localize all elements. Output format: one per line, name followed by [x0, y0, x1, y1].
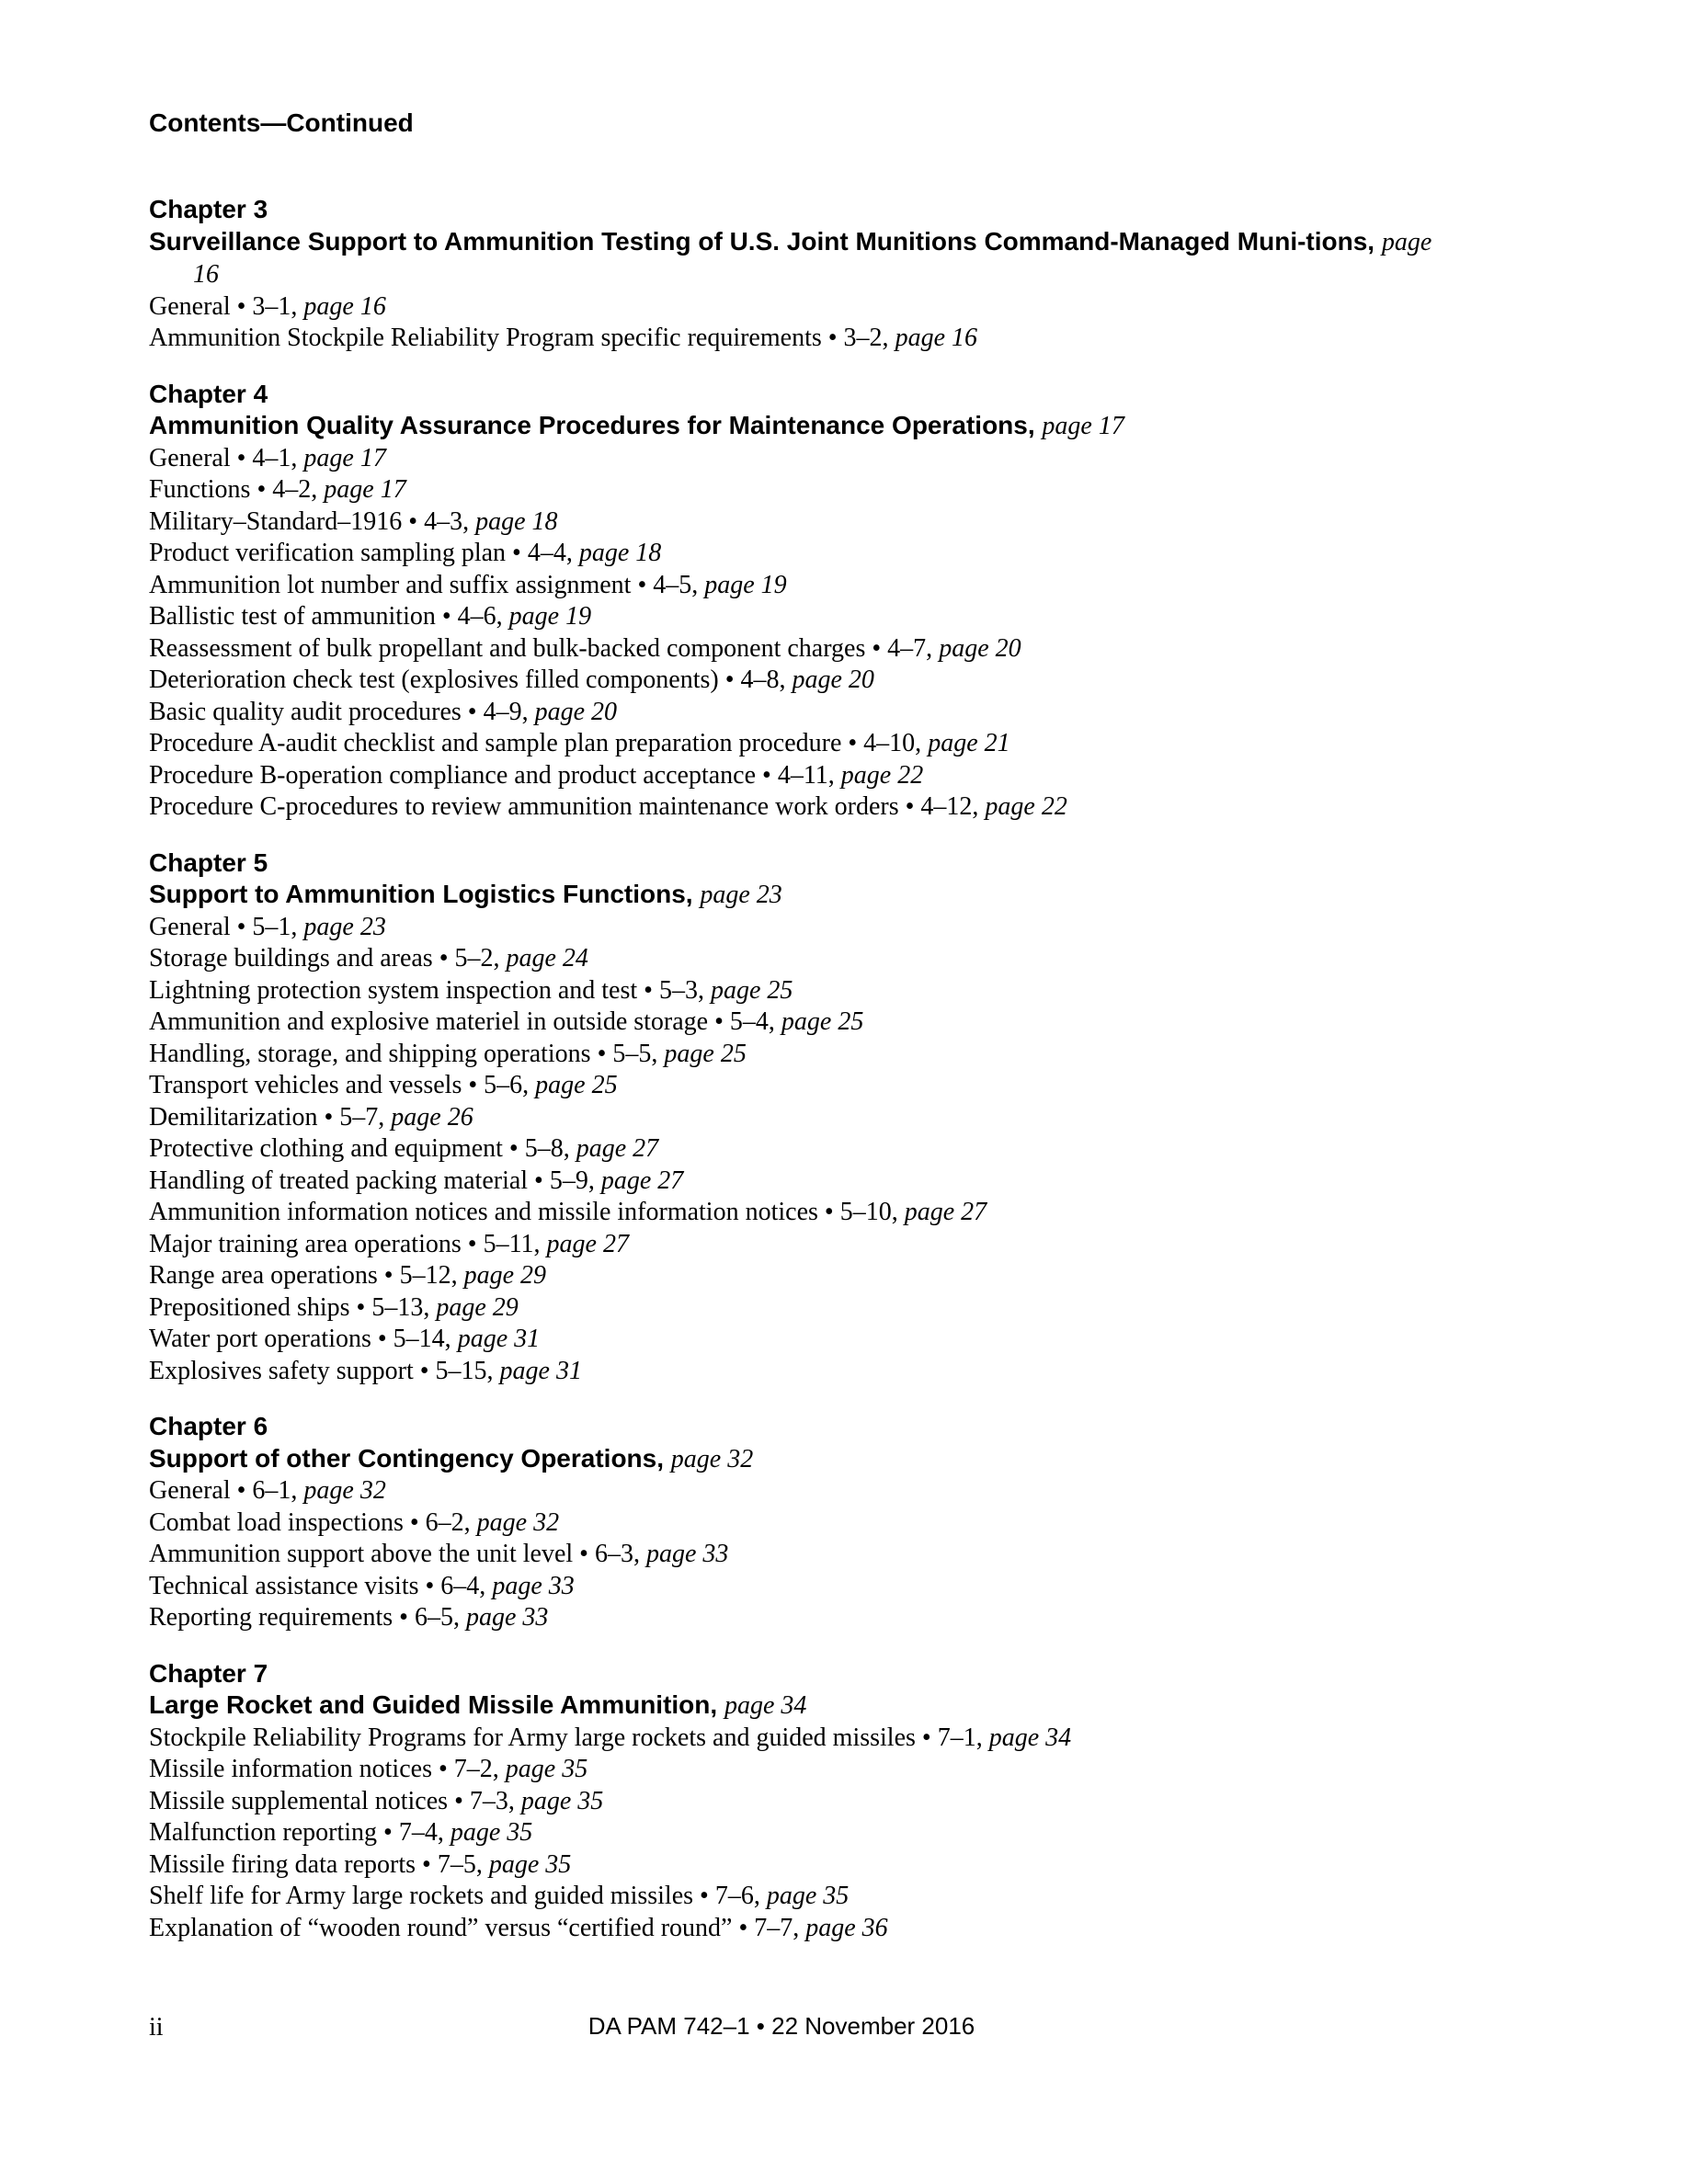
toc-entry [149, 1602, 1583, 1634]
toc-entry-text: Water port operations • 5–14, [149, 1325, 451, 1353]
toc-entry-page-ref: page 25 [781, 1007, 864, 1036]
chapter-page-ref: page 34 [724, 1691, 807, 1720]
toc-entry-page-ref: page 27 [904, 1198, 987, 1226]
toc-entry [149, 1849, 1583, 1882]
toc-entry-text: Storage buildings and areas • 5–2, [149, 944, 500, 973]
toc-entry-page-ref: page 31 [457, 1325, 541, 1353]
toc-entry-page-ref: page 34 [988, 1723, 1072, 1752]
toc-entry [149, 1260, 1583, 1292]
toc-entry-text: Procedure C-procedures to review ammunition maintenance work orders • 4–12, [149, 792, 979, 821]
toc-entry-page-ref: page 35 [505, 1755, 588, 1783]
toc-entry [149, 1571, 1583, 1603]
toc-entry-text: Procedure B-operation compliance and product acceptance • 4–11, [149, 760, 835, 790]
chapter-entries [149, 912, 1583, 1388]
toc-entry [149, 1292, 1583, 1325]
toc-entry-page-ref: page 31 [499, 1356, 582, 1385]
chapter-entries [149, 1723, 1583, 1945]
toc-entry [149, 1786, 1583, 1818]
toc-entry [149, 474, 1583, 506]
toc-entry-page-ref: page 16 [303, 291, 386, 321]
toc-entry-page-ref: page 20 [792, 665, 874, 694]
toc-entry [149, 665, 1583, 697]
toc-entry-text: Deterioration check test (explosives filled components) • 4–8, [149, 665, 786, 694]
toc-entry [149, 601, 1583, 633]
chapter-title [149, 1443, 1443, 1476]
chapter-title-text: Surveillance Support to Ammunition Testing of U.S. Joint Munitions Command-Managed Muni-tions, [149, 226, 1375, 256]
chapter-section [149, 379, 1583, 824]
chapter-entries [149, 291, 1583, 355]
toc-entry-text: Ammunition Stockpile Reliability Program specific requirements • 3–2, [149, 324, 889, 352]
toc-entry-text: General • 6–1, [149, 1476, 298, 1505]
toc-entry-text: Reassessment of bulk propellant and bulk-backed component charges • 4–7, [149, 633, 933, 663]
toc-entry-page-ref: page 25 [710, 975, 793, 1005]
chapter-page-ref: page 23 [700, 881, 782, 909]
toc-entry [149, 1723, 1583, 1755]
toc-entry-text: Demilitarization • 5–7, [149, 1102, 385, 1132]
toc-entry-text: Procedure A-audit checklist and sample plan preparation procedure • 4–10, [149, 729, 922, 757]
footer-page-number: ii [149, 2013, 164, 2042]
toc-entry [149, 1475, 1583, 1507]
toc-entry [149, 1007, 1583, 1039]
toc-entry [149, 943, 1583, 975]
toc-entry-text: Handling, storage, and shipping operations • 5–5, [149, 1039, 658, 1068]
chapter-title-text: Support of other Contingency Operations, [149, 1443, 664, 1473]
toc-entry [149, 1356, 1583, 1388]
toc-entry [149, 697, 1583, 729]
chapter-label: Chapter 5 [149, 847, 268, 877]
chapter-title [149, 1689, 1443, 1723]
toc-entry [149, 1539, 1583, 1571]
toc-entry [149, 291, 1583, 324]
toc-entry-page-ref: page 33 [645, 1540, 729, 1568]
chapter-title-text: Ammunition Quality Assurance Procedures for Maintenance Operations, [149, 411, 1035, 439]
toc-entry-page-ref: page 33 [465, 1603, 549, 1632]
toc-entry-page-ref: page 32 [303, 1476, 386, 1505]
toc-entry-page-ref: page 21 [928, 729, 1010, 757]
toc-entry-page-ref: page 35 [766, 1882, 850, 1910]
chapter-entries [149, 443, 1583, 824]
toc-entry-page-ref: page 22 [840, 760, 924, 790]
toc-entry [149, 1754, 1583, 1786]
toc-entry [149, 1133, 1583, 1166]
toc-entry-text: Major training area operations • 5–11, [149, 1229, 541, 1258]
toc-entry [149, 1324, 1583, 1356]
page-heading: Contents—Continued [149, 108, 414, 137]
toc-entry [149, 443, 1583, 475]
toc-entry-text: Basic quality audit procedures • 4–9, [149, 697, 529, 726]
chapter-section [149, 194, 1583, 355]
toc-entry-page-ref: page 20 [534, 697, 618, 726]
toc-entry [149, 975, 1583, 1007]
toc-entry-text: Stockpile Reliability Programs for Army large rockets and guided missiles • 7–1, [149, 1723, 983, 1752]
chapter-label: Chapter 6 [149, 1412, 268, 1440]
toc-entry-text: Missile firing data reports • 7–5, [149, 1849, 483, 1879]
chapter-title [149, 879, 1443, 912]
toc-entry-page-ref: page 24 [506, 944, 588, 973]
toc-entry [149, 760, 1583, 792]
chapter-entries [149, 1475, 1583, 1634]
toc-entry-text: Ammunition and explosive materiel in outside storage • 5–4, [149, 1007, 775, 1036]
toc-entry-text: Missile supplemental notices • 7–3, [149, 1786, 515, 1815]
toc-entry [149, 633, 1583, 665]
toc-entry-page-ref: page 29 [436, 1292, 519, 1322]
chapter-title [149, 226, 1443, 291]
chapter-label: Chapter 3 [149, 195, 268, 223]
toc-entry-page-ref: page 35 [488, 1849, 572, 1879]
toc-entry [149, 1817, 1583, 1849]
toc-entry [149, 912, 1583, 944]
toc-entry [149, 1507, 1583, 1540]
toc-entry-text: Malfunction reporting • 7–4, [149, 1818, 444, 1847]
toc-entry-page-ref: page 18 [578, 539, 662, 567]
toc-entry-text: Prepositioned ships • 5–13, [149, 1292, 430, 1322]
table-of-contents [149, 194, 1583, 1968]
toc-entry-text: Handling of treated packing material • 5–9, [149, 1166, 595, 1195]
toc-entry-page-ref: page 35 [450, 1818, 533, 1847]
chapter-title [149, 410, 1443, 443]
toc-entry [149, 1197, 1583, 1229]
toc-entry [149, 791, 1583, 824]
toc-entry-page-ref: page 35 [520, 1786, 604, 1815]
toc-entry-text: Explanation of “wooden round” versus “certified round” • 7–7, [149, 1913, 800, 1942]
toc-entry-text: Product verification sampling plan • 4–4, [149, 539, 573, 567]
toc-entry-text: Protective clothing and equipment • 5–8, [149, 1134, 570, 1163]
toc-entry [149, 1102, 1583, 1134]
toc-entry-page-ref: page 16 [895, 324, 977, 352]
toc-entry-text: Ammunition support above the unit level • 6–3, [149, 1540, 640, 1568]
toc-entry [149, 1229, 1583, 1261]
toc-entry-page-ref: page 22 [985, 792, 1067, 821]
toc-entry-page-ref: page 25 [535, 1071, 618, 1099]
toc-entry-text: Ammunition information notices and missile information notices • 5–10, [149, 1198, 898, 1226]
toc-entry [149, 1039, 1583, 1071]
toc-entry-text: Missile information notices • 7–2, [149, 1755, 499, 1783]
toc-entry-text: Ammunition lot number and suffix assignment • 4–5, [149, 570, 699, 599]
chapter-page-ref: page 17 [1042, 412, 1124, 440]
chapter-title-text: Large Rocket and Guided Missile Ammunition, [149, 1690, 718, 1719]
toc-entry-page-ref: page 33 [492, 1571, 575, 1600]
chapter-label: Chapter 7 [149, 1658, 268, 1688]
toc-entry-text: Shelf life for Army large rockets and guided missiles • 7–6, [149, 1882, 760, 1910]
toc-entry-page-ref: page 27 [546, 1229, 629, 1258]
chapter-title-text: Support to Ammunition Logistics Functions, [149, 880, 693, 908]
toc-entry-text: Transport vehicles and vessels • 5–6, [149, 1071, 530, 1099]
toc-entry-page-ref: page 18 [475, 506, 558, 536]
toc-entry [149, 323, 1583, 355]
chapter-page-ref: page 16 [193, 227, 1432, 289]
chapter-section [149, 1658, 1583, 1945]
toc-entry-text: Lightning protection system inspection and test • 5–3, [149, 975, 704, 1005]
toc-entry-page-ref: page 23 [303, 912, 386, 941]
toc-entry-text: Technical assistance visits • 6–4, [149, 1571, 486, 1600]
toc-entry [149, 1166, 1583, 1198]
toc-entry-text: Range area operations • 5–12, [149, 1261, 458, 1290]
chapter-section [149, 1411, 1583, 1634]
toc-entry-text: General • 5–1, [149, 912, 298, 941]
toc-entry-page-ref: page 25 [664, 1039, 747, 1068]
footer-document-id: DA PAM 742–1 • 22 November 2016 [587, 2012, 975, 2040]
toc-entry-page-ref: page 19 [704, 570, 787, 599]
toc-entry-page-ref: page 17 [303, 443, 386, 472]
toc-entry-text: Combat load inspections • 6–2, [149, 1507, 471, 1537]
toc-entry [149, 506, 1583, 539]
chapter-label: Chapter 4 [149, 379, 268, 408]
toc-entry-page-ref: page 27 [576, 1134, 659, 1163]
toc-entry-text: Functions • 4–2, [149, 475, 318, 504]
toc-entry-page-ref: page 20 [939, 633, 1021, 663]
toc-entry [149, 1881, 1583, 1913]
toc-entry [149, 570, 1583, 602]
toc-entry [149, 538, 1583, 570]
toc-entry-page-ref: page 27 [600, 1166, 684, 1195]
chapter-section [149, 847, 1583, 1388]
toc-entry-text: Military–Standard–1916 • 4–3, [149, 506, 470, 536]
toc-entry-page-ref: page 19 [508, 602, 592, 631]
toc-entry-text: General • 3–1, [149, 291, 298, 321]
toc-entry [149, 1913, 1583, 1945]
toc-entry [149, 1070, 1583, 1102]
toc-entry [149, 728, 1583, 760]
toc-entry-text: General • 4–1, [149, 443, 298, 472]
chapter-page-ref: page 32 [670, 1444, 754, 1473]
toc-entry-page-ref: page 32 [476, 1507, 560, 1537]
toc-entry-page-ref: page 29 [463, 1261, 547, 1290]
toc-entry-text: Explosives safety support • 5–15, [149, 1356, 494, 1385]
toc-entry-page-ref: page 36 [805, 1913, 888, 1942]
toc-entry-text: Ballistic test of ammunition • 4–6, [149, 602, 503, 631]
toc-entry-page-ref: page 26 [391, 1102, 473, 1132]
toc-entry-text: Reporting requirements • 6–5, [149, 1603, 460, 1632]
toc-entry-page-ref: page 17 [324, 475, 406, 504]
